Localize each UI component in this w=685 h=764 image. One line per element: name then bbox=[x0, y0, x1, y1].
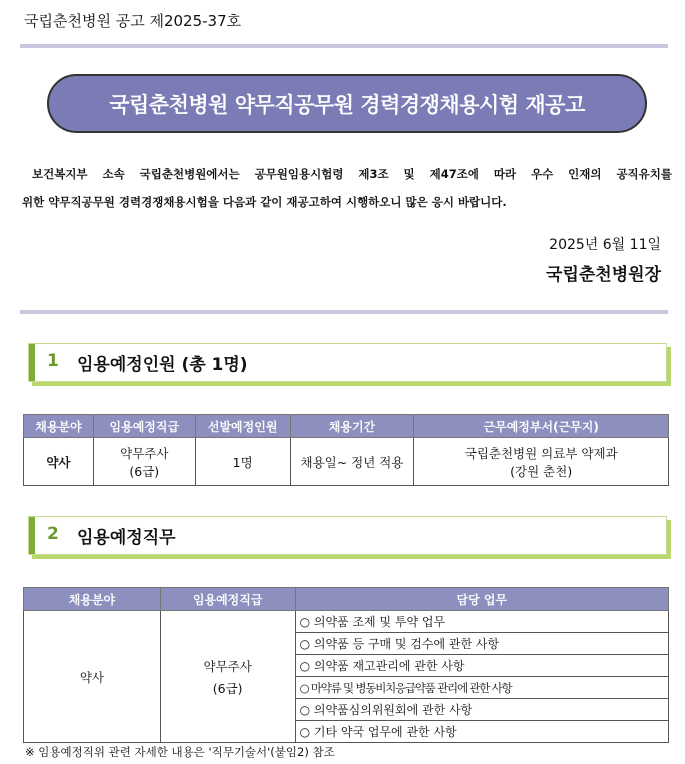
section-1-number: 1 bbox=[47, 351, 59, 371]
header-field: 채용분야 bbox=[24, 588, 161, 611]
grade-line-1: 약무주사 bbox=[120, 445, 169, 461]
duty-item: ○ 의약품심의위원회에 관한 사항 bbox=[295, 699, 668, 721]
section-1-title: 임용예정인원 (총 1명) bbox=[77, 355, 248, 375]
duty-item: ○ 의약품 등 구매 및 검수에 관한 사항 bbox=[295, 633, 668, 655]
title-banner bbox=[47, 74, 647, 133]
header-field: 채용분야 bbox=[24, 415, 94, 438]
header-duties: 담당 업무 bbox=[295, 588, 668, 611]
duty-item: ○ 기타 약국 업무에 관한 사항 bbox=[295, 721, 668, 743]
grade-cell bbox=[160, 611, 295, 743]
table-row bbox=[24, 438, 669, 486]
grade-cell bbox=[93, 438, 195, 486]
document-title: 국립춘천병원 약무직공무원 경력경쟁채용시험 재공고 bbox=[109, 92, 585, 117]
duty-item: ○ 의약품 조제 및 투약 업무 bbox=[295, 611, 668, 633]
notice-number: 국립춘천병원 공고 제2025-37호 bbox=[24, 12, 242, 30]
grade-line-1: 약무주사 bbox=[203, 658, 252, 674]
period-cell: 채용일~ 정년 적용 bbox=[290, 438, 414, 486]
section-2-accent-bar bbox=[29, 517, 35, 554]
footnote: ※ 임용예정직위 관련 자세한 내용은 '직무기술서'(붙임2) 참조 bbox=[25, 745, 335, 759]
department-line-2: (강원 춘천) bbox=[510, 463, 573, 479]
intro-line-1: 보건복지부 소속 국립춘천병원에서는 공무원임용시험령 제3조 및 제47조에 따라 우수 인재의 공직유치를 bbox=[32, 167, 672, 181]
grade-line-2: (6급) bbox=[212, 680, 243, 696]
department-cell bbox=[414, 438, 669, 486]
duty-row bbox=[24, 611, 669, 633]
header-count: 선발예정인원 bbox=[195, 415, 290, 438]
duty-item: ○ 의약품 재고관리에 관한 사항 bbox=[295, 655, 668, 677]
top-divider bbox=[20, 44, 668, 48]
duties-table-header bbox=[24, 588, 669, 611]
section-1-header bbox=[28, 343, 667, 382]
issuer: 국립춘천병원장 bbox=[546, 265, 661, 285]
section-2-number: 2 bbox=[47, 524, 59, 544]
field-cell: 약사 bbox=[24, 438, 94, 486]
staffing-table-header bbox=[24, 415, 669, 438]
grade-line-2: (6급) bbox=[129, 463, 160, 479]
notice-date: 2025년 6월 11일 bbox=[549, 237, 661, 253]
section-1-accent-bar bbox=[29, 344, 35, 381]
duty-item: ○ 마약류 및 병동비치응급약품 관리에 관한 사항 bbox=[295, 677, 668, 699]
field-cell: 약사 bbox=[24, 611, 161, 743]
header-grade: 임용예정직급 bbox=[93, 415, 195, 438]
staffing-table bbox=[23, 414, 669, 486]
intro-line-2: 위한 약무직공무원 경력경쟁채용시험을 다음과 같이 재공고하여 시행하오니 많은 응시 바랍니다. bbox=[22, 195, 507, 209]
duties-table bbox=[23, 587, 669, 743]
header-department: 근무예정부서(근무지) bbox=[414, 415, 669, 438]
header-grade: 임용예정직급 bbox=[160, 588, 295, 611]
department-line-1: 국립춘천병원 의료부 약제과 bbox=[464, 445, 618, 461]
intro-paragraph bbox=[22, 160, 672, 216]
count-cell: 1명 bbox=[195, 438, 290, 486]
middle-divider bbox=[20, 310, 668, 314]
section-2-header bbox=[28, 516, 667, 555]
header-period: 채용기간 bbox=[290, 415, 414, 438]
section-2-title: 임용예정직무 bbox=[77, 528, 176, 548]
